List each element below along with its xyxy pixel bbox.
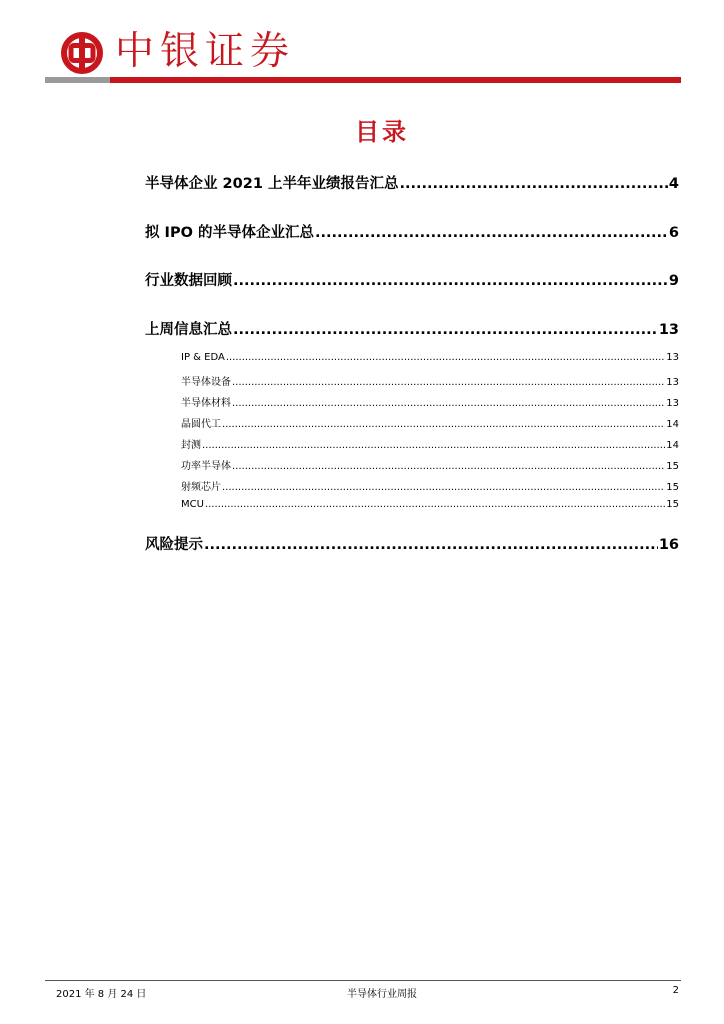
toc-leader	[233, 273, 668, 289]
toc-sub-entry-label: 半导体材料	[181, 398, 231, 409]
toc-sub-entry[interactable]	[181, 478, 679, 492]
toc-sub-entry-page: 15	[666, 499, 679, 510]
toc-sub-entry-label: 功率半导体	[181, 461, 231, 472]
toc-leader	[232, 461, 665, 472]
toc-sub-entry-label: 晶圆代工	[181, 419, 221, 430]
toc-sub-entry[interactable]	[181, 394, 679, 408]
toc-sub-entry-label: IP & EDA	[181, 352, 225, 363]
toc-leader	[222, 482, 665, 493]
toc-entry-page: 13	[658, 322, 679, 338]
toc-leader	[232, 398, 665, 409]
toc-entry-page: 16	[658, 537, 679, 553]
header-rule-grey	[45, 77, 110, 83]
toc-leader	[226, 352, 665, 363]
toc-entry-page: 4	[668, 176, 679, 192]
toc-sub-entry[interactable]	[181, 415, 679, 429]
toc-sub-entry[interactable]	[181, 373, 679, 387]
toc-entry[interactable]	[145, 172, 679, 194]
toc-sub-entry[interactable]	[181, 436, 679, 450]
toc-sub-entry[interactable]	[181, 352, 679, 366]
footer-date: 2021 年 8 月 24 日	[56, 989, 147, 1000]
toc-sub-entry-page: 15	[666, 482, 679, 493]
toc-leader	[202, 440, 665, 451]
brand-name: 中银证券	[115, 29, 296, 74]
header-rule-red	[110, 77, 681, 83]
toc-entry[interactable]	[145, 221, 679, 243]
toc-entry-label: 风险提示	[145, 537, 203, 553]
toc-entry-page: 6	[668, 225, 679, 241]
footer-report-title: 半导体行业周报	[347, 989, 417, 1000]
footer-rule	[45, 980, 681, 981]
toc-sub-entry-page: 14	[666, 440, 679, 451]
toc-sub-entry[interactable]	[181, 499, 679, 513]
toc-sub-entry-page: 13	[666, 377, 679, 388]
page-header	[0, 0, 724, 90]
toc-sub-entry-page: 13	[666, 352, 679, 363]
toc-entry[interactable]	[145, 318, 679, 340]
toc-leader	[233, 322, 658, 338]
toc-leader	[232, 377, 665, 388]
toc-entry[interactable]	[145, 533, 679, 555]
toc-leader	[222, 419, 665, 430]
toc-sub-entry-label: 半导体设备	[181, 377, 231, 388]
toc-sub-entry-label: 封测	[181, 440, 201, 451]
toc-entry[interactable]	[145, 269, 679, 291]
toc-leader	[399, 176, 667, 192]
bank-of-china-logo-icon	[60, 31, 104, 75]
toc-leader	[204, 537, 658, 553]
toc-entry-label: 拟 IPO 的半导体企业汇总	[145, 225, 314, 241]
toc-sub-entry-page: 14	[666, 419, 679, 430]
toc-title: 目录	[355, 117, 409, 146]
toc-leader	[315, 225, 668, 241]
toc-entry-page: 9	[668, 273, 679, 289]
toc-entry-label: 上周信息汇总	[145, 322, 232, 338]
toc-sub-entry-page: 15	[666, 461, 679, 472]
toc-sub-entry-label: MCU	[181, 499, 204, 510]
toc-sub-entry[interactable]	[181, 457, 679, 471]
toc-sub-entry-label: 射频芯片	[181, 482, 221, 493]
toc-entry-label: 半导体企业 2021 上半年业绩报告汇总	[145, 176, 399, 192]
footer-page-number: 2	[672, 985, 679, 996]
toc-leader	[205, 499, 665, 510]
toc-entry-label: 行业数据回顾	[145, 273, 232, 289]
toc-sub-entry-page: 13	[666, 398, 679, 409]
